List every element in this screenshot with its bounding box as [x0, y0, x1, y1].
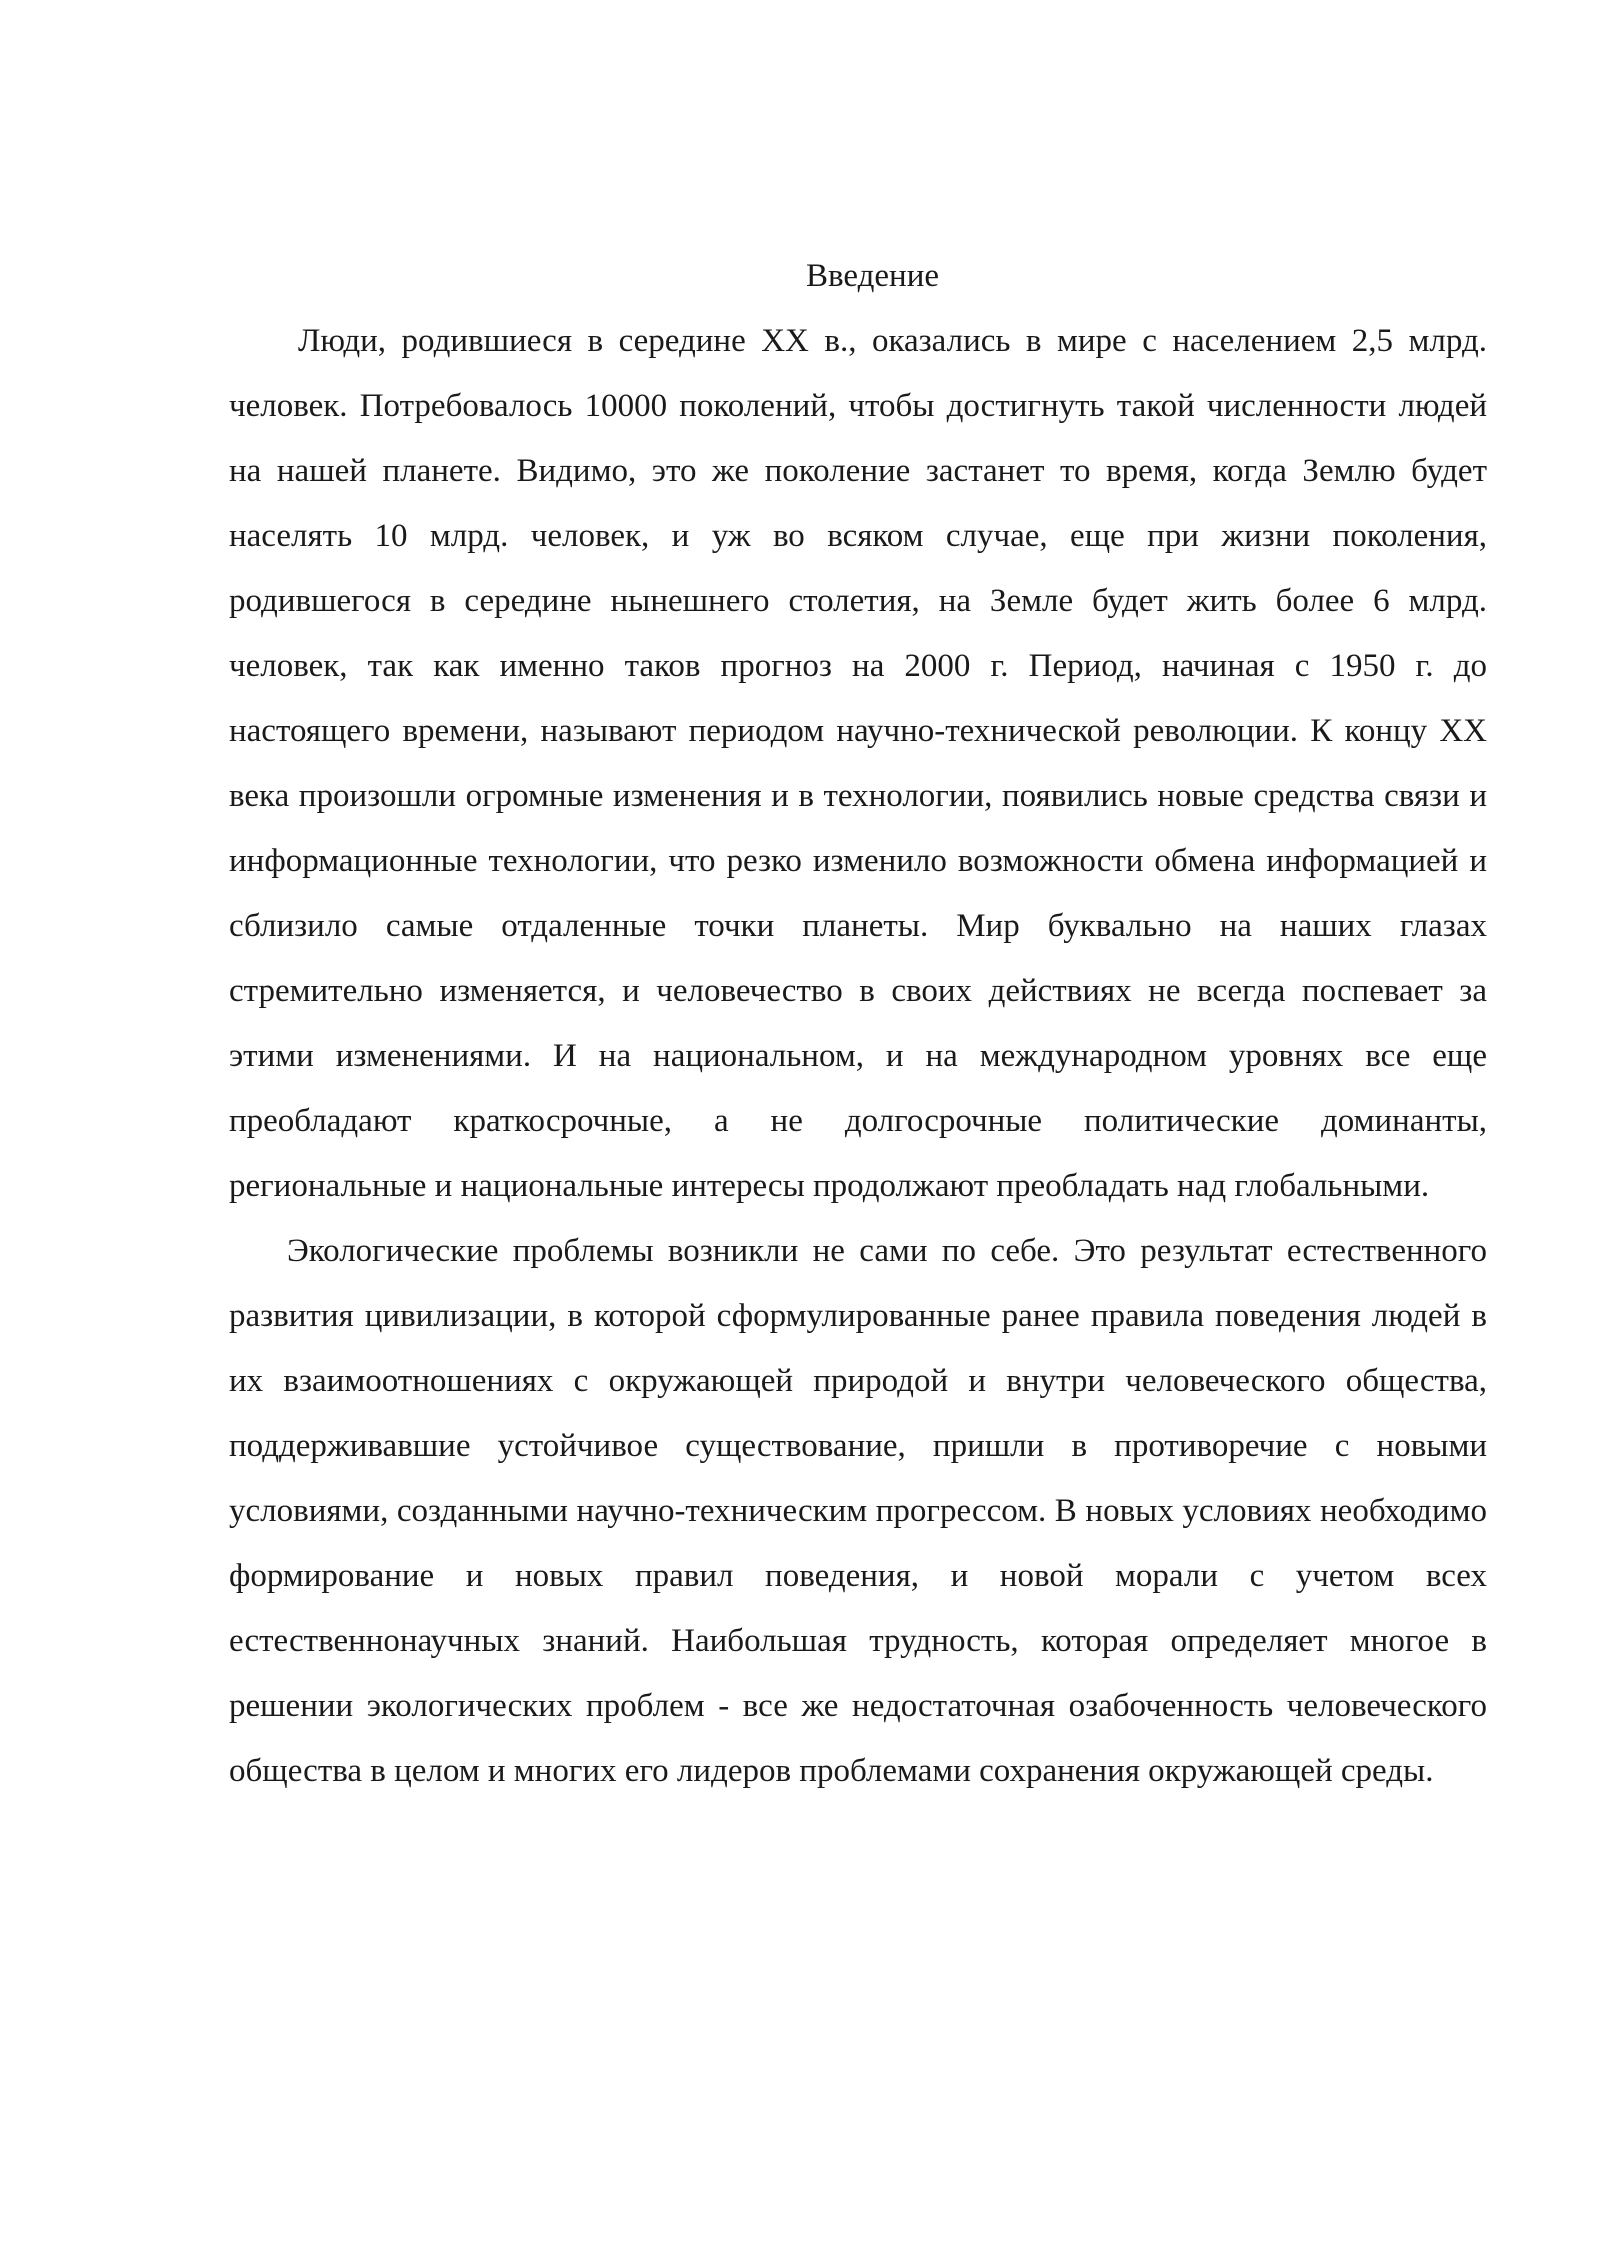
- paragraph-introduction-2: Экологические проблемы возникли не сами по себе. Это результат естественного развития цивилизации, в которой сформулированные ранее правила поведения людей в их взаимоотношениях с окружающей природой и внутри человеческого общества, поддерживавшие устойчивое существование, пришли в противоречие с новыми условиями, созданными научно-техническим прогрессом. В новых условиях необходимо формирование и новых правил поведения, и новой морали с учетом всех естественнонаучных знаний. Наибольшая трудность, которая определяет многое в решении экологических проблем - все же недостаточная озабоченность человеческого общества в целом и многих его лидеров проблемами сохранения окружающей среды.: [229, 1233, 1487, 1789]
- page-title: Введение: [805, 258, 939, 294]
- paragraph-introduction-1: Люди, родившиеся в середине XX в., оказались в мире с населением 2,5 млрд. человек. Потребовалось 10000 поколений, чтобы достигнуть такой численности людей на нашей планете. Видимо, это же поколение застанет то время, когда Землю будет населять 10 млрд. человек, и уж во всяком случае, еще при жизни поколения, родившегося в середине нынешнего столетия, на Земле будет жить более 6 млрд. человек, так как именно таков прогноз на 2000 г. Период, начиная с 1950 г. до настоящего времени, называют периодом научно-технической революции. К концу XX века произошли огромные изменения и в технологии, появились новые средства связи и информационные технологии, что резко изменило возможности обмена информацией и сблизило самые отдаленные точки планеты. Мир буквально на наших глазах стремительно изменяется, и человечество в своих действиях не всегда поспевает за этими изменениями. И на национальном, и на международном уровнях все еще преобладают краткосрочные, а не долгосрочные политические доминанты, региональные и национальные интересы продолжают преобладать над глобальными.: [229, 323, 1487, 1204]
- document-body: [229, 244, 1487, 1804]
